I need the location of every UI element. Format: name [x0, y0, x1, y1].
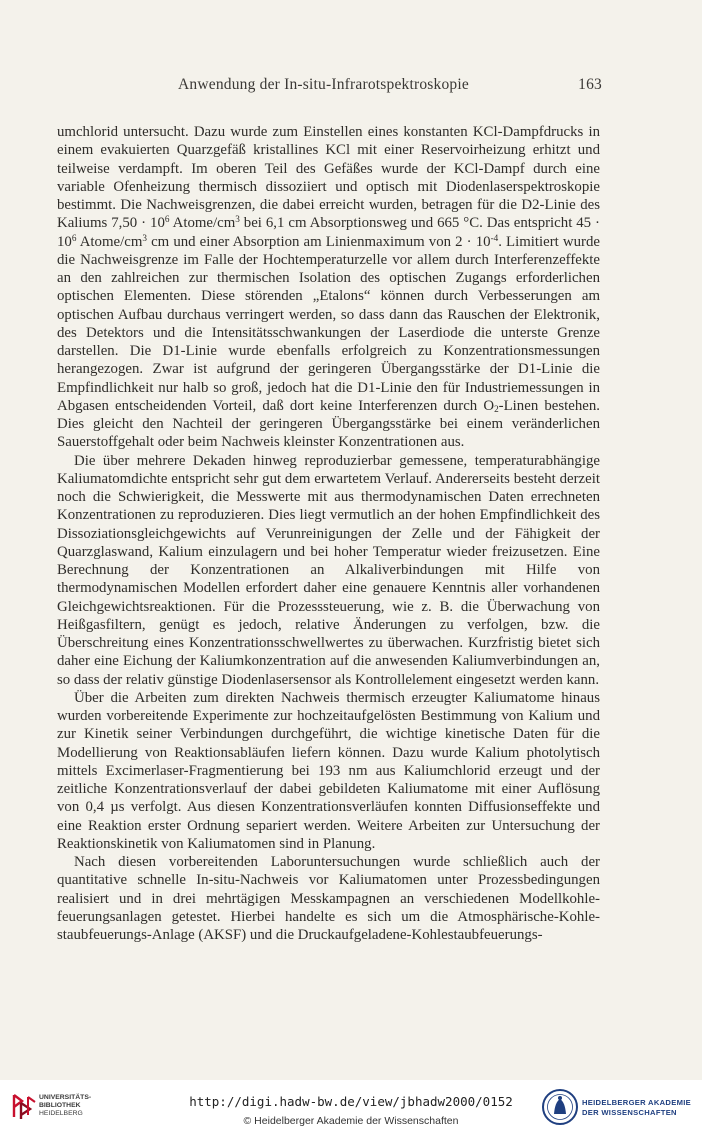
paragraph: [57, 452, 600, 689]
academy-seal-icon: [541, 1088, 579, 1126]
paragraph: [57, 853, 600, 944]
text-run: cm und einer Absorption am Linienmaximum von 2 · 10: [146, 233, 491, 250]
paragraph: [57, 123, 600, 452]
page-number: 163: [578, 76, 602, 93]
permalink-url[interactable]: http://digi.hadw-bw.de/view/jbhadw2000/0152: [189, 1094, 513, 1109]
text-run: Nach diesen vorbereitenden Laboruntersuchungen wurde schließlich auch der quantitative schnelle In-situ-Nachweis vor Kaliumatomen unter Prozessbedingungen realisiert und in drei mehrtägigen Messkampagnen an verschiedenen Modellkohlefeuerungsanlagen getestet. Hierbei handelte es sich um die Atmosphärische-Kohlestaubfeuerungs-Anlage (AKSF) und die Druckaufgeladene-Kohlestaubfeuerungs-: [57, 854, 600, 943]
paragraph: [57, 689, 600, 853]
body-text: [57, 123, 600, 944]
text-run: -Linen bestehen. Dies gleicht den Nachteil der geringeren Übergangsstärke bei einem veränderlichen Sauerstoffgehalt oder beim Nachweis kleinster Konzentrationen aus.: [57, 397, 600, 451]
text-run: . Limitiert wurde die Nachweisgrenze im Falle der Hochtemperaturzelle vor allem durch Interferenzeffekte an den zahlreichen zur thermischen Isolation des optischen Zugangs erforderlichen optischen Elementen. Diese störenden „Etalons“ können durch Verbesserungen am optischen Aufbau durchaus verringert werden, so dass dann das Rauschen der Elektronik, des Detektors und die Intensitätsschwankungen der Laserdiode die unterste Grenze darstellen. Die D1-Linie wurde ebenfalls erfolgreich zu Konzentrationsmessungen herangezogen. Zwar ist aufgrund der geringeren Übergangsstärke der D1-Linie die Empfindlichkeit nur halb so groß, jedoch hat die D1-Linie den für Industriemessungen in Abgasen entscheidenden Vorteil, daß dort keine Interferenzen durch O: [57, 233, 601, 414]
text-run: Atome/cm: [76, 233, 143, 250]
library-name-line1: UNIVERSITÄTS-: [39, 1094, 92, 1101]
academy-name: [582, 1098, 691, 1117]
academy-name-line2: DER WISSENSCHAFTEN: [582, 1107, 677, 1117]
text-run: Über die Arbeiten zum direkten Nachweis thermisch erzeugter Kaliumatome hinaus wurden vorbereitende Experimente zur hochzeitaufgelösten Bestimmung von Kalium und zur Kinetik seiner Verbindungen durchgeführt, die wichtige kinetische Daten für die Modellierung von Reaktionsabläufen liefern können. Dazu wurde Kalium photolytisch mittels Excimerlaser-Fragmentierung bei 193 nm aus Kaliumchlorid erzeugt und der zeitliche Konzentrationsverlauf der dabei gebildeten Kaliumatome mit einer Auflösung von 0,4 µs verfolgt. Aus diesen Konzentrationsverläufen konnten Diffusionseffekte und eine Reaktion erster Ordnung separiert werden. Weitere Arbeiten zur Untersuchung der Reaktionskinetik von Kaliumatomen sind in Planung.: [57, 689, 600, 852]
running-title: Anwendung der In-situ-Infrarotspektroskopie: [178, 76, 469, 93]
text-run: Die über mehrere Dekaden hinweg reproduzierbar gemessene, temperaturabhängige Kaliumatomdichte entspricht sehr gut dem erwartetem Verlauf. Andererseits besteht derzeit noch die Schwierigkeit, die Messwerte mit aus thermodynamischen Daten errechneten Konzentrationen zu reproduzieren. Dies liegt vermutlich an der hohen Empfindlichkeit des Dissoziationsgleichgewichts auf Verunreinigungen der Zelle und der Fähigkeit der Quarzglaswand, Kalium einzulagern und bei hoher Temperatur wieder freizusetzen. Eine Berechnung der Konzentrationen an Alkaliverbindungen mit Hilfe von thermodynamischen Modellen erfordert daher eine genauere Kenntnis aller vorhandenen Gleichgewichtsreaktionen. Für die Prozesssteuerung, wie z. B. die Überwachung von Heißgasfiltern, genügt es jedoch, relative Änderungen zu verfolgen, bzw. die Überschreitung eines Konzentrationsschwellwertes zu überwachen. Kurzfristig bietet sich daher eine Eichung der Kaliumkonzentration auf die anwesenden Kaliumverbindungen an, so dass der relativ günstige Diodenlasersensor als Kontrollelement eingesetzt werden kann.: [57, 452, 600, 688]
superscript: 3: [235, 214, 240, 225]
text-run: bei 6,1 cm Absorptionsweg und 665 °C. Das entspricht 45 · 10: [57, 215, 600, 250]
superscript: 6: [71, 232, 77, 243]
library-name-line2: BIBLIOTHEK: [39, 1102, 81, 1109]
library-city: HEIDELBERG: [39, 1110, 83, 1117]
superscript: 6: [164, 214, 170, 225]
academy-name-line1: HEIDELBERGER AKADEMIE: [582, 1098, 691, 1107]
text-run: Atome/cm: [169, 215, 236, 232]
copyright-notice: © Heidelberger Akademie der Wissenschaften: [243, 1115, 459, 1127]
subscript: 2: [494, 403, 499, 414]
text-run: umchlorid untersucht. Dazu wurde zum Einstellen eines konstanten KCl-Dampfdrucks in einem evakuierten Quarzgefäß kristallines KCl mit einer Reservoirheizung erhitzt und teilweise verdampft. Im oberen Teil des Gefäßes wurde der KCl-Dampf durch eine variable Ofenheizung thermisch dissoziiert und optisch mit Diodenlaserspektroskopie bestimmt. Die Nachweisgrenzen, die dabei erreicht wurden, betragen für die D2-Linie des Kaliums 7,50 · 10: [57, 124, 600, 232]
superscript: -4: [490, 232, 499, 243]
superscript: 3: [142, 232, 147, 243]
